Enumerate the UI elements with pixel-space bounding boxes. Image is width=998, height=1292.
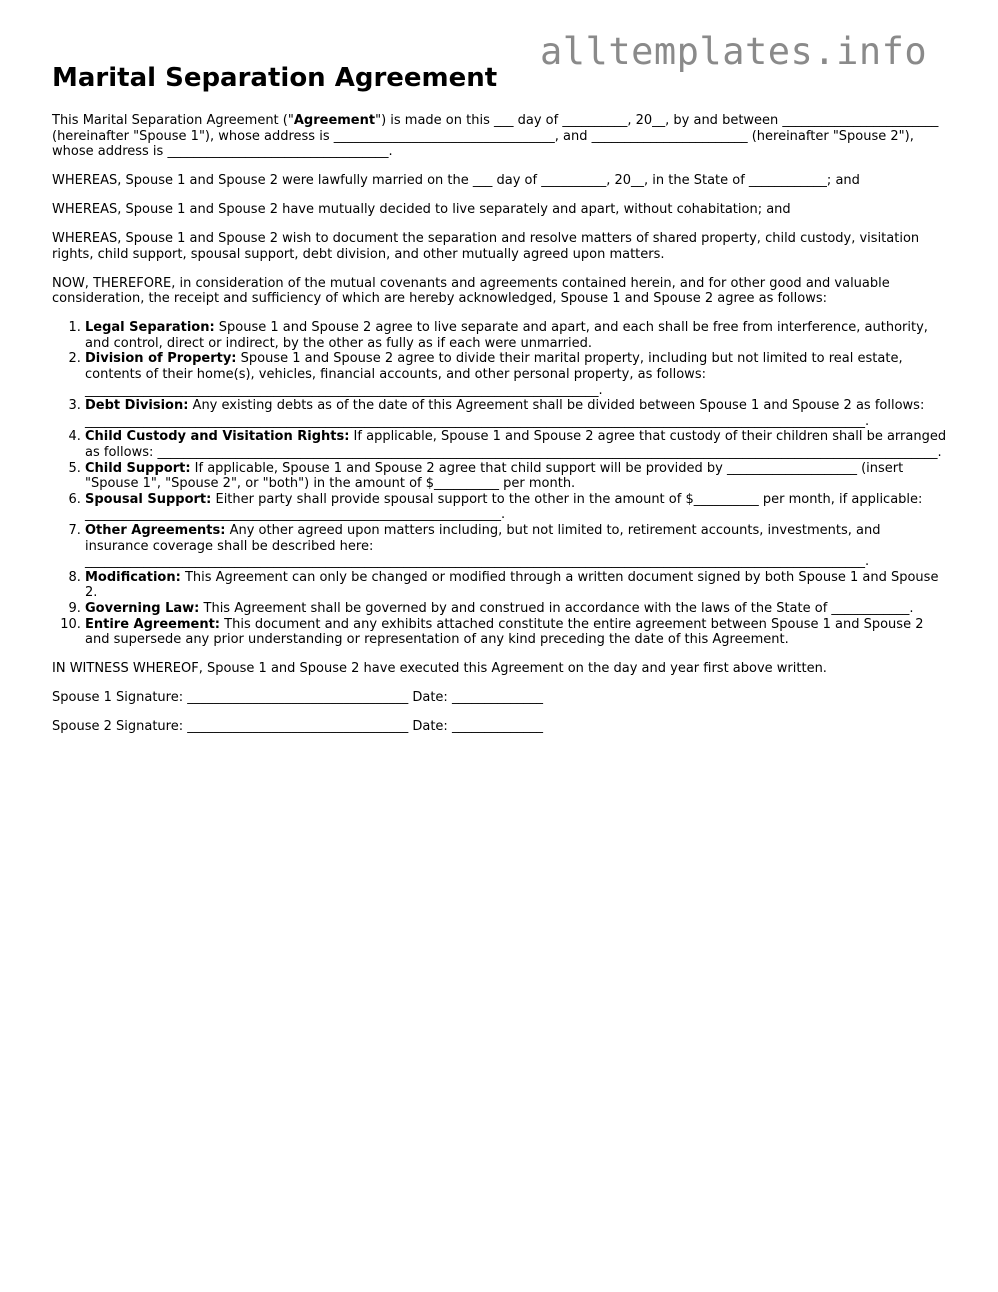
spouse-2-signature-line: Spouse 2 Signature: __________________________________ Date: ______________ bbox=[52, 719, 543, 735]
clause-child-support: 5. Child Support: If applicable, Spouse 1 and Spouse 2 agree that child support will be provided by ____________________ (insert "Spouse 1", "Spouse 2", or "both") in the amount of $__________ per month. bbox=[85, 461, 947, 492]
clause-debt-division: 3. Debt Division: Any existing debts as of the date of this Agreement shall be divided between Spouse 1 and Spouse 2 as follows: ________________________________________________________________________________________________________________________. bbox=[85, 398, 947, 429]
clause-entire-agreement: 10. Entire Agreement: This document and any exhibits attached constitute the entire agreement between Spouse 1 and Spouse 2 and supersede any prior understanding or representation of any kind preceding the date of this Agreement. bbox=[85, 617, 947, 648]
witness-paragraph: IN WITNESS WHEREOF, Spouse 1 and Spouse 2 have executed this Agreement on the day and year first above written. bbox=[52, 661, 827, 677]
document-page bbox=[52, 60, 947, 748]
whereas-document: WHEREAS, Spouse 1 and Spouse 2 wish to document the separation and resolve matters of shared property, child custody, visitation rights, child support, spousal support, debt division, and other mutually agreed upon matters. bbox=[52, 231, 920, 262]
spouse-1-signature-line: Spouse 1 Signature: __________________________________ Date: ______________ bbox=[52, 690, 543, 706]
clause-other-agreements: 7. Other Agreements: Any other agreed upon matters including, but not limited to, retirement accounts, investments, and insurance coverage shall be described here: ________________________________________________________________________________________________________________________. bbox=[85, 523, 947, 570]
clause-child-custody: 4. Child Custody and Visitation Rights: If applicable, Spouse 1 and Spouse 2 agree that custody of their children shall be arranged as follows: ________________________________________________________________________________________________________________________. bbox=[85, 429, 947, 460]
now-therefore-paragraph: NOW, THEREFORE, in consideration of the mutual covenants and agreements contained herein, and for other good and valuable consideration, the receipt and sufficiency of which are hereby acknowledged, Spouse 1 and Spouse 2 agree as follows: bbox=[52, 275, 890, 307]
clause-modification: 8. Modification: This Agreement can only be changed or modified through a written document signed by both Spouse 1 and Spouse 2. bbox=[85, 570, 947, 601]
intro-paragraph: This Marital Separation Agreement ("Agreement") is made on this ___ day of __________, 20__, by and between ________________________ (hereinafter "Spouse 1"), whose address is __________________________________, and ________________________ (hereinafter "Spouse 2"), whose address is __________________________________. bbox=[52, 113, 939, 160]
clause-governing-law: 9. Governing Law: This Agreement shall be governed by and construed in accordance with the laws of the State of ____________. bbox=[85, 601, 947, 617]
agreement-term: Agreement bbox=[293, 113, 376, 128]
clause-spousal-support: 6. Spousal Support: Either party shall provide spousal support to the other in the amount of $__________ per month, if applicable: ________________________________________________________________. bbox=[85, 492, 947, 523]
clause-legal-separation: 1. Legal Separation: Spouse 1 and Spouse 2 agree to live separate and apart, and each shall be free from interference, authority, and control, direct or indirect, by the other as fully as if each were unmarried. bbox=[85, 320, 947, 351]
clause-division-of-property: 2. Division of Property: Spouse 1 and Spouse 2 agree to divide their marital property, including but not limited to real estate, contents of their home(s), vehicles, financial accounts, and other personal property, as follows: _______________________________________________________________________________. bbox=[85, 351, 947, 398]
clause-list bbox=[52, 320, 947, 647]
watermark: alltemplates.info bbox=[540, 30, 928, 73]
whereas-separate: WHEREAS, Spouse 1 and Spouse 2 have mutually decided to live separately and apart, without cohabitation; and bbox=[52, 202, 791, 218]
whereas-marriage: WHEREAS, Spouse 1 and Spouse 2 were lawfully married on the ___ day of __________, 20__, in the State of ____________; and bbox=[52, 173, 860, 189]
page-title: Marital Separation Agreement bbox=[52, 63, 498, 93]
